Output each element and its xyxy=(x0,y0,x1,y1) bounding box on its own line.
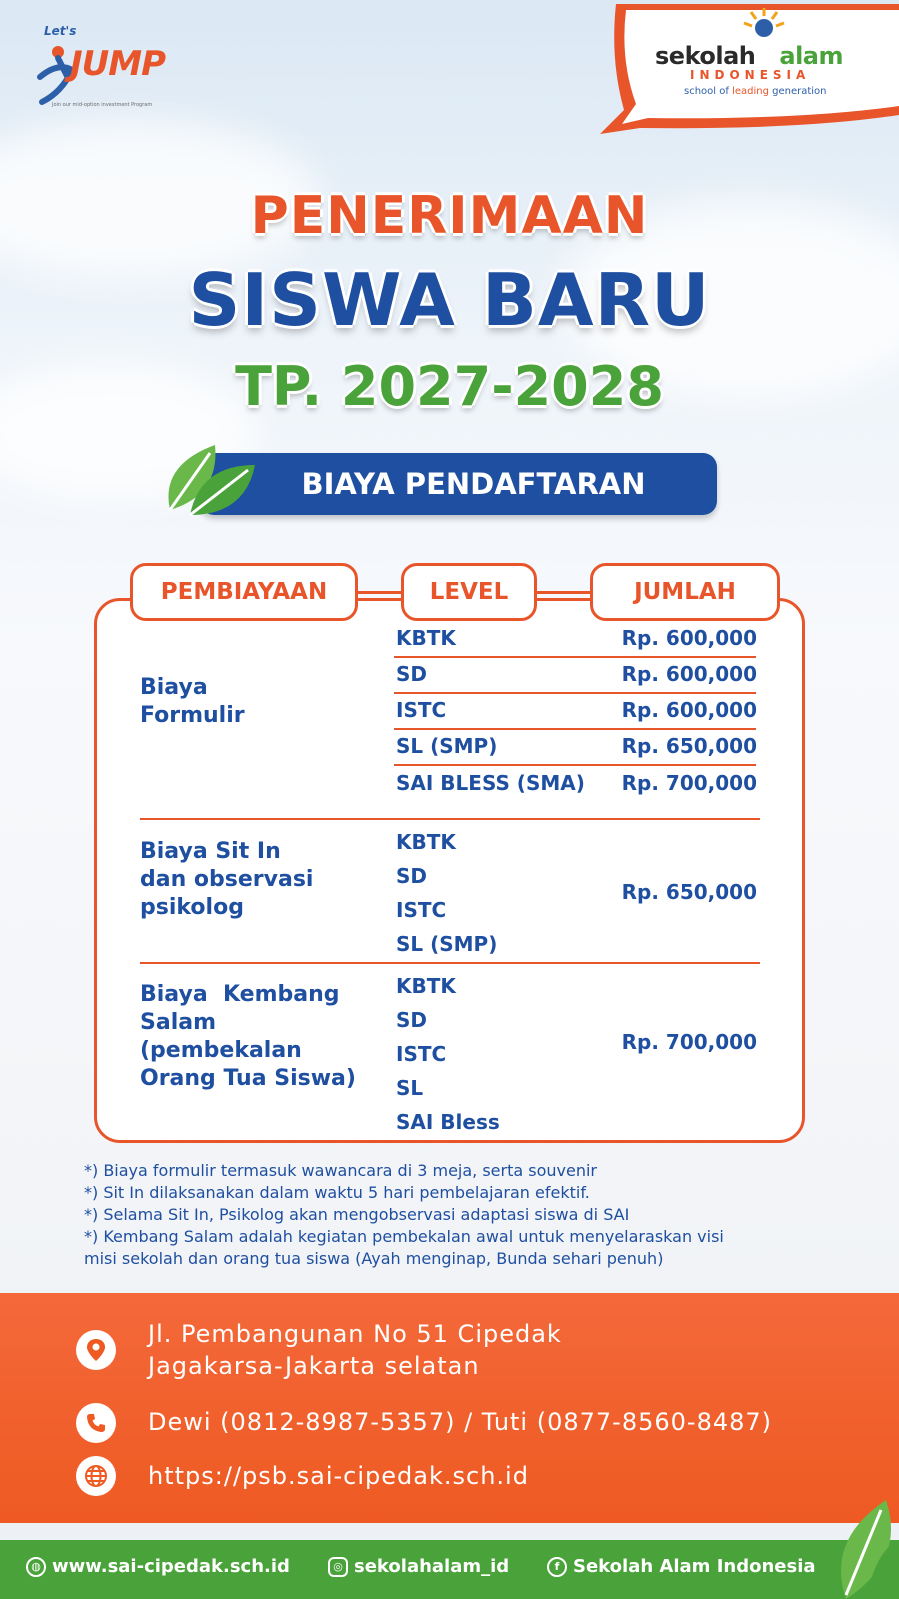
phone-icon xyxy=(76,1403,116,1443)
row-divider xyxy=(394,728,756,730)
amount-cell: Rp. 700,000 xyxy=(621,1030,757,1054)
group-divider xyxy=(140,962,760,964)
sai-logo-text: sekolah alam xyxy=(655,42,843,70)
leaves-icon xyxy=(826,1480,899,1599)
title-penerimaan: PENERIMAAN xyxy=(250,186,649,246)
level-cell: SL (SMP) xyxy=(396,734,498,758)
address: Jl. Pembangunan No 51 Cipedak Jagakarsa-Jakarta selatan xyxy=(148,1320,562,1380)
header-connector xyxy=(537,591,590,594)
leaves-icon xyxy=(160,425,260,525)
location-pin-icon xyxy=(76,1330,116,1370)
jump-word: JUMP xyxy=(70,44,166,84)
footnotes xyxy=(84,1160,874,1270)
level-cell: SL (SMP) xyxy=(396,932,498,956)
footer-instagram[interactable]: ◎ sekolahalam_id xyxy=(328,1556,509,1577)
group-divider xyxy=(140,818,760,820)
registration-url[interactable]: https://psb.sai-cipedak.sch.id xyxy=(148,1462,529,1490)
note: misi sekolah dan orang tua siswa (Ayah menginap, Bunda sehari penuh) xyxy=(84,1249,664,1268)
row-divider xyxy=(394,764,756,766)
amount-cell: Rp. 600,000 xyxy=(621,626,757,650)
category-kembang-salam: Biaya Kembang Salam (pembekalan Orang Tua Siswa) xyxy=(140,982,356,1091)
note: *) Kembang Salam adalah kegiatan pembekalan awal untuk menyelaraskan visi xyxy=(84,1227,724,1246)
title-siswa-baru: SISWA BARU xyxy=(188,258,711,342)
sai-logo-tagline: school of leading generation xyxy=(684,86,827,97)
level-cell: SAI BLESS (SMA) xyxy=(396,771,585,795)
row-divider xyxy=(394,692,756,694)
jump-tagline: Join our mid-option investment Program xyxy=(52,102,153,108)
header-connector xyxy=(358,591,401,594)
level-cell: ISTC xyxy=(396,1042,447,1066)
jump-lets: Let's xyxy=(44,24,77,38)
note: *) Biaya formulir termasuk wawancara di 3 meja, serta souvenir xyxy=(84,1161,598,1180)
level-cell: ISTC xyxy=(396,698,447,722)
globe-icon xyxy=(76,1456,116,1496)
facebook-icon: f xyxy=(547,1557,567,1577)
category-biaya-formulir: Biaya Formulir xyxy=(140,675,245,728)
globe-icon: ◍ xyxy=(26,1557,46,1577)
level-cell: SD xyxy=(396,864,428,888)
level-cell: SAI Bless xyxy=(396,1110,500,1134)
instagram-icon: ◎ xyxy=(328,1557,348,1577)
amount-cell: Rp. 650,000 xyxy=(621,880,757,904)
header-level: LEVEL xyxy=(401,563,537,621)
level-cell: KBTK xyxy=(396,626,456,650)
amount-cell: Rp. 650,000 xyxy=(621,734,757,758)
level-cell: SD xyxy=(396,662,428,686)
header-jumlah: JUMLAH xyxy=(590,563,780,621)
level-cell: ISTC xyxy=(396,898,447,922)
footer-facebook[interactable]: f Sekolah Alam Indonesia xyxy=(547,1556,816,1577)
level-cell: SL xyxy=(396,1076,424,1100)
footer-website[interactable]: ◍ www.sai-cipedak.sch.id xyxy=(26,1556,290,1577)
amount-cell: Rp. 700,000 xyxy=(621,771,757,795)
level-cell: KBTK xyxy=(396,974,456,998)
sai-logo-country: INDONESIA xyxy=(690,68,811,82)
note: *) Selama Sit In, Psikolog akan mengobservasi adaptasi siswa di SAI xyxy=(84,1205,630,1224)
amount-cell: Rp. 600,000 xyxy=(621,662,757,686)
row-divider xyxy=(394,656,756,658)
title-year: TP. 2027-2028 xyxy=(235,355,664,418)
biaya-pendaftaran-pill: BIAYA PENDAFTARAN xyxy=(200,453,717,515)
note: *) Sit In dilaksanakan dalam waktu 5 hari pembelajaran efektif. xyxy=(84,1183,590,1202)
amount-cell: Rp. 600,000 xyxy=(621,698,757,722)
phone-numbers: Dewi (0812-8987-5357) / Tuti (0877-8560-8487) xyxy=(148,1408,773,1436)
category-sit-in: Biaya Sit In dan observasi psikolog xyxy=(140,839,314,920)
level-cell: KBTK xyxy=(396,830,456,854)
level-cell: SD xyxy=(396,1008,428,1032)
header-pembiayaan: PEMBIAYAAN xyxy=(130,563,358,621)
